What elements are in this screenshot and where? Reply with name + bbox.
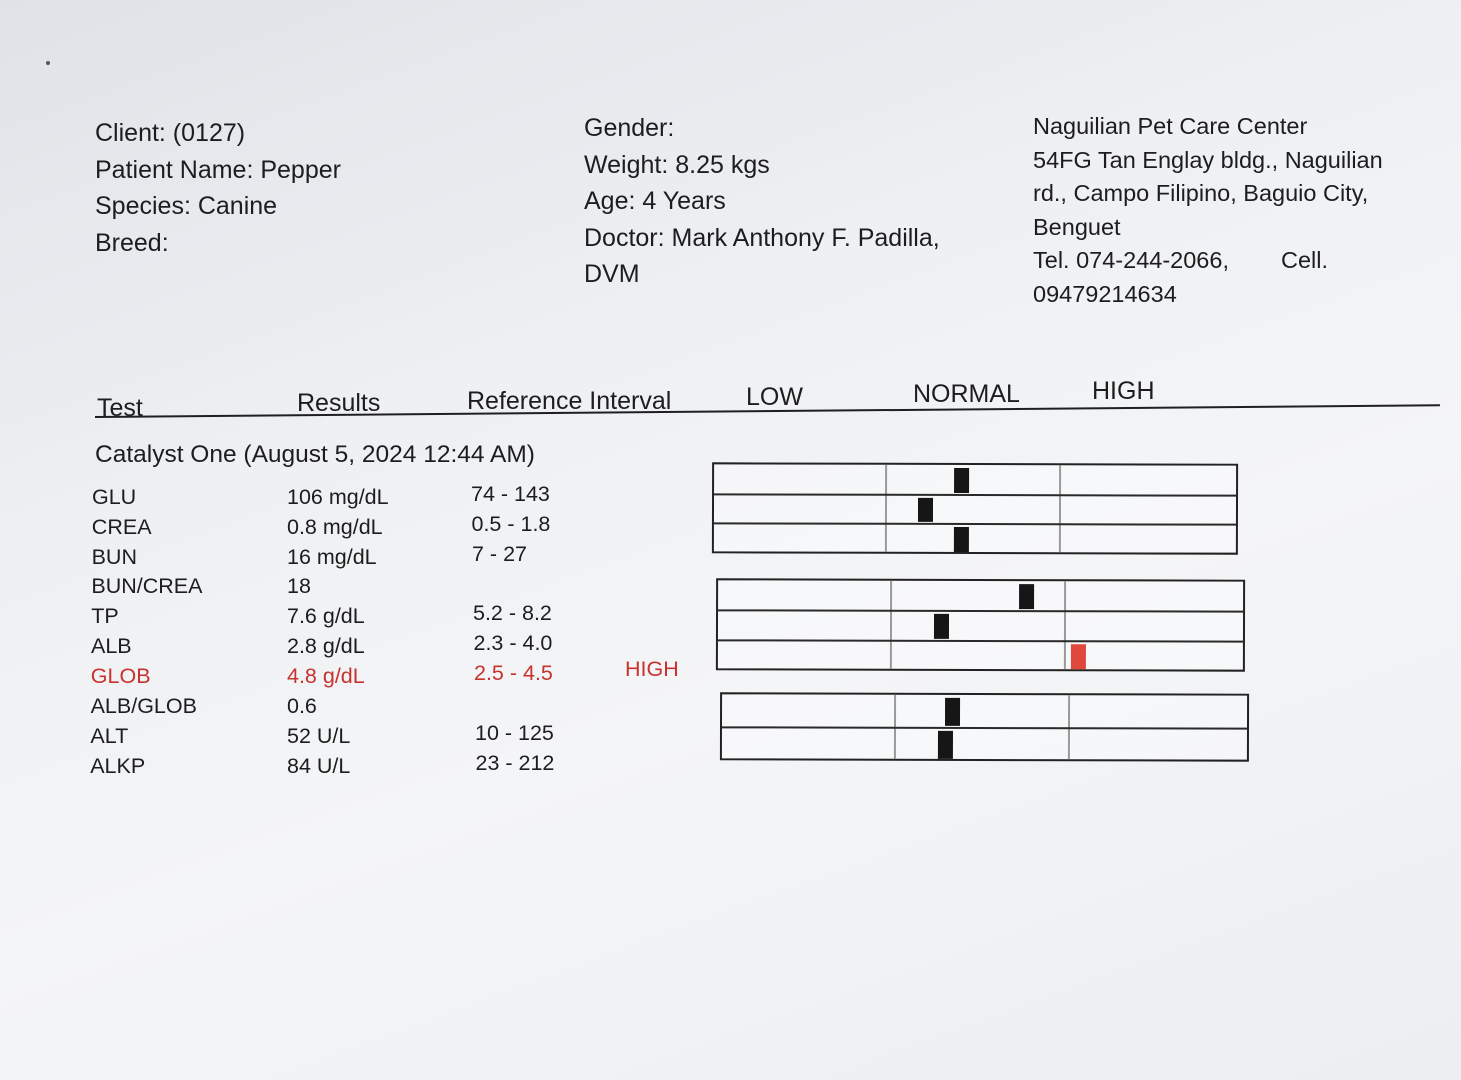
- test-name: BUN: [91, 545, 137, 569]
- age-line: Age: 4 Years: [584, 187, 726, 215]
- patient-details: [584, 110, 940, 293]
- header-reference: Reference Interval: [467, 387, 672, 415]
- test-result: 7.6 g/dL: [287, 604, 365, 628]
- test-result: 0.6: [287, 694, 317, 718]
- clinic-tel: Tel. 074-244-2066,: [1033, 247, 1229, 273]
- section-title: Catalyst One (August 5, 2024 12:44 AM): [95, 441, 535, 468]
- header-normal: NORMAL: [913, 380, 1020, 408]
- test-result: 84 U/L: [287, 754, 351, 778]
- test-reference: 10 - 125: [475, 721, 554, 745]
- client-line: Client: (0127): [95, 119, 246, 147]
- header-results: Results: [297, 389, 381, 417]
- range-chart: [720, 692, 1249, 761]
- test-name: GLU: [92, 485, 137, 509]
- test-reference: 2.3 - 4.0: [473, 631, 553, 655]
- patient-name-line: Patient Name: Pepper: [95, 155, 341, 184]
- breed-line: Breed:: [95, 228, 169, 257]
- range-chart: [712, 462, 1238, 554]
- test-name: ALKP: [90, 754, 146, 778]
- test-name: ALB/GLOB: [90, 694, 197, 718]
- test-name: GLOB: [90, 664, 151, 688]
- clinic-address-2: rd., Campo Filipino, Baguio City,: [1033, 180, 1369, 206]
- range-marker-tp: [1019, 584, 1034, 609]
- test-reference: 74 - 143: [471, 482, 550, 506]
- test-result: 2.8 g/dL: [287, 634, 365, 658]
- range-row-divider: [714, 522, 1236, 525]
- test-reference: 23 - 212: [475, 751, 555, 775]
- gender-line: Gender:: [584, 114, 675, 142]
- range-marker-bun: [954, 527, 969, 552]
- clinic-cell-number: 09479214634: [1033, 280, 1177, 307]
- test-reference: 5.2 - 8.2: [473, 601, 552, 625]
- clinic-name: Naguilian Pet Care Center: [1033, 113, 1308, 139]
- header-test: Test: [97, 394, 143, 422]
- species-line: Species: Canine: [95, 192, 278, 220]
- range-row-divider: [722, 726, 1247, 729]
- range-marker-crea: [918, 497, 933, 522]
- clinic-phone-line: [1033, 244, 1383, 278]
- doctor-title-line: DVM: [584, 260, 640, 288]
- range-divider: [885, 465, 887, 552]
- test-name: BUN/CREA: [91, 574, 203, 598]
- doctor-line: Doctor: Mark Anthony F. Padilla,: [584, 223, 940, 252]
- range-divider: [1058, 465, 1060, 552]
- test-result: 16 mg/dL: [287, 545, 377, 569]
- range-divider: [1064, 581, 1066, 669]
- range-marker-alb: [934, 614, 949, 639]
- test-name: ALT: [90, 724, 129, 748]
- test-reference: 2.5 - 4.5: [474, 661, 553, 685]
- test-reference: 0.5 - 1.8: [471, 512, 551, 536]
- range-divider: [890, 581, 892, 669]
- test-result: 0.8 mg/dL: [287, 515, 383, 539]
- range-row-divider: [718, 609, 1243, 612]
- range-marker-alkp: [937, 731, 952, 759]
- weight-line: Weight: 8.25 kgs: [584, 150, 770, 179]
- clinic-address-1: 54FG Tan Englay bldg., Naguilian: [1033, 146, 1383, 173]
- range-row-divider: [714, 493, 1236, 496]
- clinic-address-3: Benguet: [1033, 213, 1121, 240]
- test-flag: HIGH: [625, 657, 679, 681]
- test-result: 18: [287, 574, 311, 598]
- test-result: 52 U/L: [287, 724, 351, 748]
- test-name: TP: [91, 604, 119, 628]
- range-marker-glu: [954, 468, 969, 493]
- range-marker-glob: [1071, 644, 1086, 669]
- test-name: CREA: [91, 515, 152, 539]
- header-high: HIGH: [1092, 377, 1155, 405]
- clinic-cell-label: Cell.: [1280, 247, 1328, 273]
- range-marker-alt: [945, 698, 960, 726]
- clinic-info: [1033, 110, 1383, 311]
- range-row-divider: [718, 639, 1243, 642]
- test-name: ALB: [91, 634, 132, 658]
- test-result: 106 mg/dL: [287, 485, 389, 509]
- header-low: LOW: [746, 383, 803, 411]
- punch-dot: [46, 61, 50, 65]
- patient-info: [95, 115, 341, 261]
- test-reference: 7 - 27: [472, 542, 527, 566]
- range-chart: [716, 578, 1245, 671]
- test-result: 4.8 g/dL: [287, 664, 365, 688]
